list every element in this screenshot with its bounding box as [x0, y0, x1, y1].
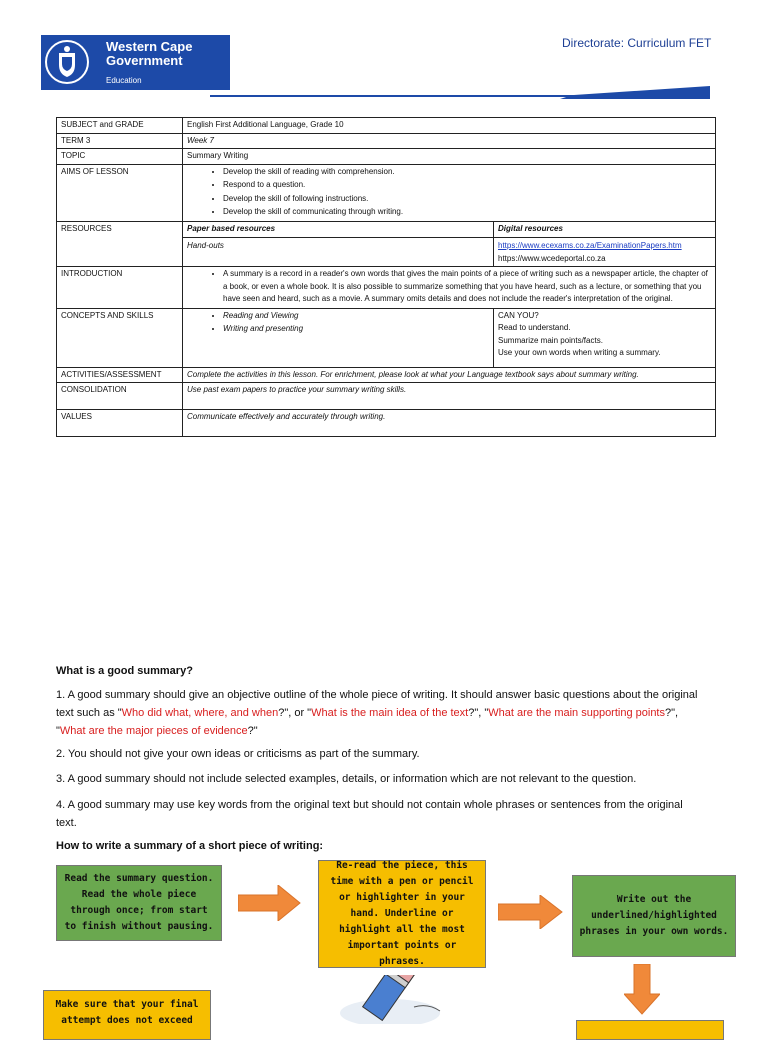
values-label: VALUES [57, 410, 183, 437]
paragraph-text: ?" [247, 725, 258, 737]
aim-item: • Develop the skill of communicating through writing. [223, 206, 711, 219]
topic-label: TOPIC [57, 149, 183, 165]
term-value: Week 7 [183, 133, 716, 149]
term-label: TERM 3 [57, 133, 183, 149]
aims-label: AIMS OF LESSON [57, 164, 183, 221]
resources-label: RESOURCES [57, 221, 183, 267]
red-question: Who did what, where, and when [121, 707, 279, 719]
red-question: What are the major pieces of evidence [59, 725, 248, 737]
down-arrow-icon [624, 964, 660, 1016]
table-row [57, 367, 716, 383]
wcg-logo [41, 35, 230, 90]
concept-item: • Reading and Viewing [223, 310, 489, 323]
table-row [57, 221, 716, 238]
can-you-item: Summarize main points/facts. [498, 335, 603, 345]
aim-item: • Develop the skill of following instructions. [223, 193, 711, 206]
introduction-label: INTRODUCTION [57, 267, 183, 309]
paragraph-1 [56, 686, 706, 740]
can-you-heading: CAN YOU? [498, 310, 539, 320]
header-accent-bar [560, 86, 710, 99]
step-write-box: Write out the underlined/highlighted phrases in your own words. [572, 875, 736, 957]
logo-title-line2: Government [106, 53, 183, 68]
topic-value: Summary Writing [183, 149, 716, 165]
aim-item: • Respond to a question. [223, 179, 711, 192]
can-you-item: Use your own words when writing a summary. [498, 348, 661, 357]
table-row [57, 383, 716, 410]
table-row [57, 118, 716, 134]
pencil-icon [336, 975, 444, 1024]
values-value: Communicate effectively and accurately through writing. [183, 410, 716, 437]
subject-value: English First Additional Language, Grade 10 [183, 118, 716, 134]
red-question: What is the main idea of the text [311, 707, 469, 719]
introduction-cell [183, 267, 716, 309]
table-row [57, 149, 716, 165]
aims-list-cell [183, 164, 716, 221]
concepts-cell [183, 308, 494, 367]
next-step-box [576, 1020, 724, 1040]
consolidation-value: Use past exam papers to practice your summary writing skills. [183, 383, 716, 410]
lesson-plan-table [56, 117, 716, 437]
logo-title-line1: Western Cape [106, 39, 193, 54]
directorate-label: Directorate: Curriculum FET [562, 36, 712, 50]
can-you-item: Read to understand. [498, 323, 571, 332]
step-reread-box: Re-read the piece, this time with a pen or pencil or highlighter in your hand. Underline or highlight all the most important points or phrases. [318, 860, 486, 968]
paragraph-2: 2. You should not give your own ideas or criticisms as part of the summary. [56, 748, 420, 760]
paper-resource-item: Hand-outs [183, 238, 494, 267]
logo-subtitle: Education [106, 76, 142, 85]
table-row [57, 133, 716, 149]
step-final-box: Make sure that your final attempt does not exceed [43, 990, 211, 1040]
paragraph-3: 3. A good summary should not include selected examples, details, or information which are not relevant to the question. [56, 773, 637, 785]
table-row [57, 267, 716, 309]
right-arrow-icon [238, 885, 302, 921]
consolidation-label: CONSOLIDATION [57, 383, 183, 410]
wcedeportal-link[interactable]: https://www.wcedeportal.co.za [498, 253, 606, 263]
table-row [57, 308, 716, 367]
coat-of-arms-icon [44, 39, 90, 85]
concept-item: • Writing and presenting [223, 323, 489, 336]
digital-resources-cell [494, 238, 716, 267]
introduction-text: • A summary is a record in a reader's own words that gives the main points of a piece of writing such as a newspaper article, the chapter of a book, or even a whole book. It is also possible to summarize something that you have heard, such as a lecture, or something that you have seen and heard, such as a movie. A summary omits details and does not include the reader's interpretation of the original. [223, 268, 711, 306]
section-heading: What is a good summary? [56, 665, 193, 677]
red-question: What are the main supporting points [488, 707, 665, 719]
ecexams-link[interactable]: https://www.ecexams.co.za/ExaminationPapers.htm [498, 241, 682, 250]
paragraph-4: 4. A good summary may use key words from the original text but should not contain whole phrases or sentences from the original text. [56, 799, 683, 829]
table-row [57, 410, 716, 437]
paragraph-text: ?", " [56, 707, 679, 737]
activities-value: Complete the activities in this lesson. For enrichment, please look at what your Language textbook says about summary writing. [183, 367, 716, 383]
concepts-label: CONCEPTS AND SKILLS [57, 308, 183, 367]
paper-resources-header: Paper based resources [183, 221, 494, 238]
can-you-cell [494, 308, 716, 367]
digital-resources-header: Digital resources [494, 221, 716, 238]
paragraph-text: 1. A good summary should give an objective outline of the whole piece of writing. It should answer basic questions about the original text such as " [56, 689, 698, 719]
paragraph-text: ?", or " [278, 707, 312, 719]
activities-label: ACTIVITIES/ASSESSMENT [57, 367, 183, 383]
right-arrow-icon [498, 895, 564, 929]
paragraph-text: ?", " [468, 707, 489, 719]
aim-item: • Develop the skill of reading with comprehension. [223, 166, 711, 179]
table-row [57, 164, 716, 221]
step-read-box: Read the summary question. Read the whole piece through once; from start to finish without pausing. [56, 865, 222, 941]
subject-label: SUBJECT and GRADE [57, 118, 183, 134]
howto-heading: How to write a summary of a short piece of writing: [56, 840, 324, 852]
